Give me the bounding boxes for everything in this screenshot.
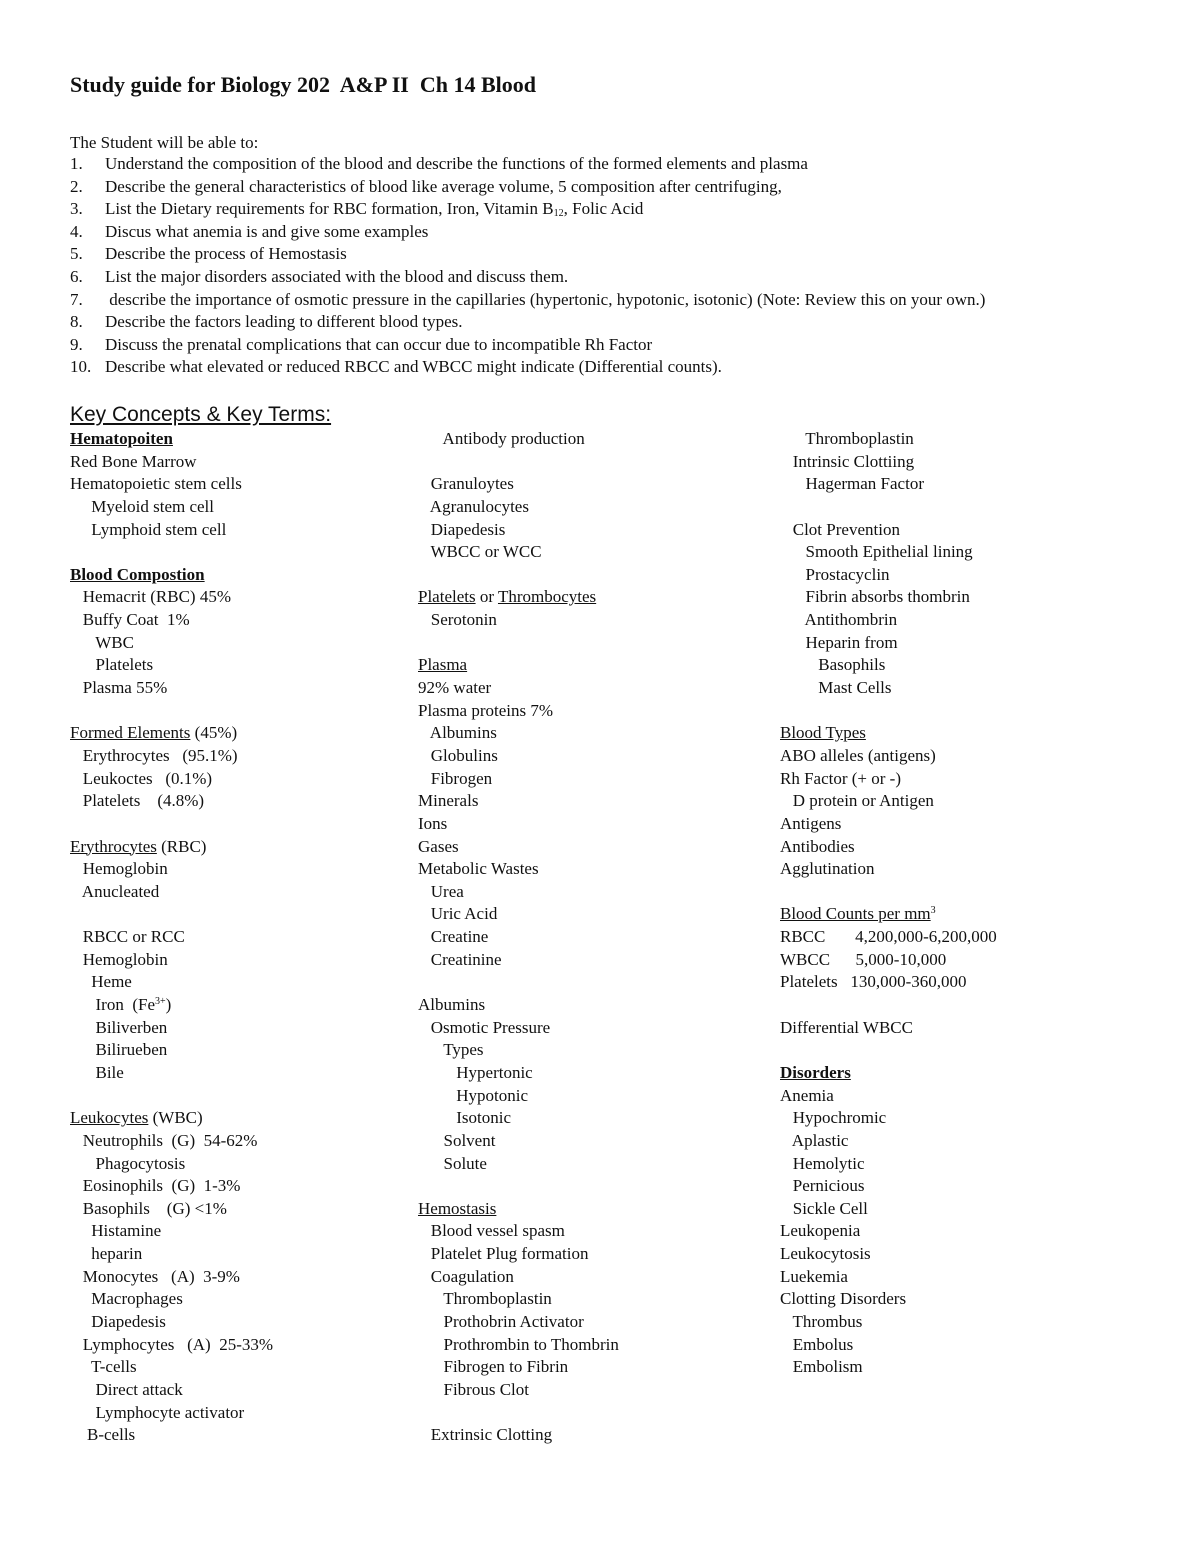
term-text: Hagerman Factor <box>780 474 924 494</box>
term-text: Lymphoid stem cell <box>70 519 227 539</box>
objective-text: Describe the general characteristics of blood like average volume, 5 composition after centrifuging, <box>105 176 782 196</box>
term-superscript: 3 <box>930 905 936 917</box>
term-line <box>70 541 273 564</box>
column-2 <box>418 428 619 1447</box>
term-line <box>780 654 997 677</box>
term-line <box>418 836 619 859</box>
objective-text: describe the importance of osmotic pressure in the capillaries (hypertonic, hypotonic, isotonic) (Note: Review this on your own.) <box>105 289 986 309</box>
term-line <box>70 813 273 836</box>
objective-subscript: 12 <box>553 208 564 220</box>
term-line <box>418 1288 619 1311</box>
term-text: Hemolytic <box>780 1153 865 1173</box>
term-line <box>780 1243 997 1266</box>
term-line <box>70 1175 273 1198</box>
term-text: Ions <box>418 813 448 833</box>
term-text: WBCC 5,000-10,000 <box>780 949 947 969</box>
term-text: Platelets (4.8%) <box>70 791 205 811</box>
term-text: Creatine <box>418 927 489 947</box>
term-line <box>780 745 997 768</box>
term-line <box>780 586 997 609</box>
term-text: Albumins <box>418 995 486 1015</box>
term-text: Thromboplastin <box>418 1289 552 1309</box>
term-line <box>418 858 619 881</box>
term-line <box>780 1198 997 1221</box>
term-text: RBCC 4,200,000-6,200,000 <box>780 927 997 947</box>
term-line <box>70 745 273 768</box>
term-line <box>418 632 619 655</box>
term-text: Red Bone Marrow <box>70 451 197 471</box>
term-superscript: 3+ <box>154 996 166 1008</box>
term-text: Iron (Fe <box>70 995 155 1015</box>
term-line <box>418 451 619 474</box>
term-line <box>418 971 619 994</box>
objective-item <box>70 154 1170 174</box>
term-line <box>780 813 997 836</box>
term-line <box>70 768 273 791</box>
term-line <box>418 473 619 496</box>
term-line <box>780 428 997 451</box>
term-text: Agranulocytes <box>418 496 529 516</box>
term-line <box>418 1220 619 1243</box>
term-text: Leukocytosis <box>780 1244 871 1264</box>
term-text: Direct attack <box>70 1379 183 1399</box>
term-line <box>780 768 997 791</box>
term-text: Globulins <box>418 745 498 765</box>
term-text: D protein or Antigen <box>780 791 934 811</box>
objective-number: 2. <box>70 176 83 196</box>
term-text: Heparin from <box>780 632 898 652</box>
term-text: Hematopoietic stem cells <box>70 474 242 494</box>
term-line <box>780 1153 997 1176</box>
term-text: Platelet Plug formation <box>418 1244 589 1264</box>
section-heading <box>780 1062 997 1085</box>
term-text: Biliverben <box>70 1017 168 1037</box>
term-text: T-cells <box>70 1357 137 1377</box>
term-line <box>418 1039 619 1062</box>
term-line <box>780 541 997 564</box>
objective-number: 7. <box>70 289 83 309</box>
term-line <box>70 654 273 677</box>
term-line <box>418 790 619 813</box>
term-text: Embolus <box>780 1334 854 1354</box>
term-text: Rh Factor (+ or -) <box>780 768 902 788</box>
term-line <box>418 1379 619 1402</box>
term-line <box>780 451 997 474</box>
term-line <box>70 1334 273 1357</box>
term-text: Aplastic <box>780 1130 849 1150</box>
objective-number: 10. <box>70 357 92 377</box>
term-text: WBC <box>70 632 134 652</box>
objective-text: , Folic Acid <box>563 199 644 219</box>
term-text: Hypertonic <box>418 1062 533 1082</box>
term-text: (RBC) <box>156 836 207 856</box>
objective-number: 1. <box>70 154 83 173</box>
term-line <box>70 496 273 519</box>
term-line <box>70 1402 273 1425</box>
term-text: Antigens <box>780 813 842 833</box>
term-text: Bile <box>70 1062 124 1082</box>
term-text: Differential WBCC <box>780 1017 913 1037</box>
term-text: Blood Types <box>780 723 866 743</box>
term-text: 92% water <box>418 678 492 698</box>
term-line <box>780 519 997 542</box>
objective-number: 3. <box>70 199 83 219</box>
term-line <box>418 1175 619 1198</box>
term-text: Types <box>418 1040 484 1060</box>
term-text: Platelets 130,000-360,000 <box>780 972 967 992</box>
term-line <box>70 1356 273 1379</box>
term-text: Lymphocyte activator <box>70 1402 245 1422</box>
term-text: Platelets <box>70 655 154 675</box>
term-line <box>780 1107 997 1130</box>
term-line <box>70 1266 273 1289</box>
section-heading <box>70 564 273 587</box>
subsection-heading <box>418 586 619 609</box>
term-line <box>418 677 619 700</box>
term-text: Serotonin <box>418 610 497 630</box>
subsection-heading <box>780 722 997 745</box>
term-text: Blood vessel spasm <box>418 1221 565 1241</box>
term-text: WBCC or WCC <box>418 542 542 562</box>
term-line <box>418 926 619 949</box>
term-line <box>780 858 997 881</box>
term-line <box>418 541 619 564</box>
term-text: Disorders <box>780 1062 851 1082</box>
term-line <box>780 632 997 655</box>
term-line <box>780 609 997 632</box>
term-line <box>780 1334 997 1357</box>
term-text: Plasma 55% <box>70 678 168 698</box>
term-text: (45%) <box>190 723 238 743</box>
term-text: Solvent <box>418 1130 496 1150</box>
term-line <box>780 1175 997 1198</box>
term-line <box>418 745 619 768</box>
term-line <box>780 1288 997 1311</box>
term-line <box>418 1243 619 1266</box>
term-line <box>780 949 997 972</box>
term-text: Leukocytes <box>70 1108 149 1128</box>
term-text: Hemoglobin <box>70 949 168 969</box>
objective-text: List the Dietary requirements for RBC formation, Iron, Vitamin B <box>105 199 554 219</box>
term-text: Gases <box>418 836 459 856</box>
term-text: Osmotic Pressure <box>418 1017 551 1037</box>
term-line <box>780 1220 997 1243</box>
term-line <box>780 1017 997 1040</box>
term-text: Hemostasis <box>418 1198 497 1218</box>
term-line <box>70 1220 273 1243</box>
term-line <box>70 790 273 813</box>
term-text: Leukoctes (0.1%) <box>70 768 213 788</box>
term-text: Clot Prevention <box>780 519 900 539</box>
term-text: Solute <box>418 1153 487 1173</box>
term-line <box>418 903 619 926</box>
term-line <box>70 1085 273 1108</box>
term-line <box>418 994 619 1017</box>
term-text: Extrinsic Clotting <box>418 1425 553 1445</box>
term-line <box>418 428 619 451</box>
term-line <box>418 1311 619 1334</box>
term-text: Mast Cells <box>780 678 892 698</box>
term-line <box>418 700 619 723</box>
term-text: Minerals <box>418 791 479 811</box>
term-line <box>70 1379 273 1402</box>
term-text: heparin <box>70 1244 143 1264</box>
objective-item <box>70 312 1170 332</box>
column-3 <box>780 428 997 1379</box>
term-text: Buffy Coat 1% <box>70 610 190 630</box>
term-line <box>780 1311 997 1334</box>
subsection-heading <box>70 836 273 859</box>
term-line <box>780 1266 997 1289</box>
term-line <box>418 1017 619 1040</box>
term-line <box>418 519 619 542</box>
term-line <box>418 768 619 791</box>
page-title: Study guide for Biology 202 A&P II Ch 14 Blood <box>70 72 536 97</box>
objective-text: List the major disorders associated with the blood and discuss them. <box>105 267 569 286</box>
term-line <box>780 926 997 949</box>
term-text: ) <box>165 995 172 1015</box>
term-text: Blood Compostion <box>70 564 205 584</box>
term-text: Platelets <box>418 587 476 607</box>
column-1 <box>70 428 273 1447</box>
term-line <box>70 1198 273 1221</box>
objective-item <box>70 177 1170 197</box>
term-text: Hemacrit (RBC) 45% <box>70 587 231 607</box>
term-line <box>418 1062 619 1085</box>
term-line <box>780 677 997 700</box>
objective-number: 8. <box>70 312 83 332</box>
term-text: Thromboplastin <box>780 429 914 448</box>
term-text: Coagulation <box>418 1266 514 1286</box>
term-text: or <box>475 587 498 607</box>
term-line <box>418 1334 619 1357</box>
objective-text: Describe the factors leading to different blood types. <box>105 312 463 332</box>
objective-item <box>70 335 1170 355</box>
term-text: Uric Acid <box>418 904 498 924</box>
term-text: Intrinsic Clottiing <box>780 451 915 471</box>
term-line <box>780 994 997 1017</box>
term-line <box>70 881 273 904</box>
objective-text: Understand the composition of the blood and describe the functions of the formed elements and plasma <box>105 154 808 173</box>
term-line <box>70 586 273 609</box>
term-text: Antithombrin <box>780 610 898 630</box>
subsection-heading <box>70 1107 273 1130</box>
term-text: Erythrocytes (95.1%) <box>70 745 238 765</box>
key-concepts-heading: Key Concepts & Key Terms: <box>70 403 332 426</box>
term-text: Anucleated <box>70 881 160 901</box>
term-text: Eosinophils (G) 1-3% <box>70 1176 241 1196</box>
subsection-heading <box>418 654 619 677</box>
term-text: Macrophages <box>70 1289 183 1309</box>
term-text: Antibody production <box>418 429 585 448</box>
term-line <box>418 1402 619 1425</box>
term-line <box>418 1424 619 1447</box>
term-line <box>70 1243 273 1266</box>
term-text: Basophils (G) <1% <box>70 1198 227 1218</box>
term-line <box>780 881 997 904</box>
term-text: Neutrophils (G) 54-62% <box>70 1130 258 1150</box>
term-line <box>70 1424 273 1447</box>
term-line <box>780 473 997 496</box>
term-text: Diapedesis <box>418 519 506 539</box>
term-text: Diapedesis <box>70 1311 166 1331</box>
objective-text: Discus what anemia is and give some examples <box>105 221 429 241</box>
term-line <box>70 1039 273 1062</box>
term-line <box>780 1356 997 1379</box>
objective-number: 9. <box>70 334 83 354</box>
objective-text: Describe what elevated or reduced RBCC and WBCC might indicate (Differential counts). <box>105 357 722 377</box>
objective-number: 6. <box>70 267 83 286</box>
term-line <box>780 1085 997 1108</box>
term-text: Thrombus <box>780 1311 863 1331</box>
term-line <box>418 1085 619 1108</box>
term-text: Embolism <box>780 1357 863 1377</box>
term-line <box>780 700 997 723</box>
term-line <box>70 1062 273 1085</box>
term-text: (WBC) <box>148 1108 203 1128</box>
term-text: Anemia <box>780 1085 834 1105</box>
term-line <box>70 609 273 632</box>
term-text: Blood Counts per mm <box>780 904 931 924</box>
term-line <box>418 881 619 904</box>
term-text: Phagocytosis <box>70 1153 186 1173</box>
term-text: Heme <box>70 972 132 992</box>
term-line <box>70 903 273 926</box>
term-text: Histamine <box>70 1221 162 1241</box>
term-line <box>70 519 273 542</box>
term-line <box>780 564 997 587</box>
term-line <box>780 971 997 994</box>
subsection-heading <box>418 1198 619 1221</box>
term-line <box>780 836 997 859</box>
term-line <box>70 1288 273 1311</box>
term-line <box>418 1107 619 1130</box>
term-text: Clotting Disorders <box>780 1289 907 1309</box>
term-line <box>70 949 273 972</box>
term-text: Plasma proteins 7% <box>418 700 554 720</box>
term-line <box>418 609 619 632</box>
term-text: Granuloytes <box>418 474 514 494</box>
term-text: RBCC or RCC <box>70 927 185 947</box>
term-text: Thrombocytes <box>497 587 597 607</box>
objective-item <box>70 222 1170 242</box>
term-line <box>70 858 273 881</box>
term-text: Bilirueben <box>70 1040 168 1060</box>
term-text: Monocytes (A) 3-9% <box>70 1266 240 1286</box>
term-text: ABO alleles (antigens) <box>780 745 936 765</box>
term-line <box>418 1266 619 1289</box>
term-line <box>418 722 619 745</box>
term-line <box>70 451 273 474</box>
term-text: B-cells <box>70 1425 136 1445</box>
term-line <box>418 813 619 836</box>
term-line <box>70 971 273 994</box>
term-text: Albumins <box>418 723 497 743</box>
subsection-heading <box>70 722 273 745</box>
term-text: Plasma <box>418 655 468 675</box>
term-text: Sickle Cell <box>780 1198 868 1218</box>
term-line <box>418 1130 619 1153</box>
term-line <box>70 1153 273 1176</box>
intro-text: The Student will be able to: <box>70 133 259 152</box>
objective-item <box>70 357 1170 377</box>
term-text: Lymphocytes (A) 25-33% <box>70 1334 274 1354</box>
objective-item <box>70 267 1170 287</box>
term-text: Isotonic <box>418 1108 512 1128</box>
term-text: Formed Elements <box>70 723 191 743</box>
term-text: Metabolic Wastes <box>418 859 539 879</box>
term-line <box>418 496 619 519</box>
objective-number: 5. <box>70 244 83 264</box>
term-text: Prostacyclin <box>780 564 890 584</box>
term-text: Urea <box>418 881 464 901</box>
term-text: Hypotonic <box>418 1085 529 1105</box>
term-text: Erythrocytes <box>70 836 157 856</box>
term-text: Fibrogen to Fibrin <box>418 1357 569 1377</box>
term-line <box>418 1356 619 1379</box>
objective-text: Discuss the prenatal complications that can occur due to incompatible Rh Factor <box>105 334 653 354</box>
term-text: Prothobrin Activator <box>418 1311 584 1331</box>
objective-text: Describe the process of Hemostasis <box>105 244 347 264</box>
section-heading <box>70 428 273 451</box>
term-line <box>780 790 997 813</box>
objective-item <box>70 290 1170 310</box>
term-line <box>418 564 619 587</box>
term-text: Leukopenia <box>780 1221 861 1241</box>
term-line <box>70 473 273 496</box>
term-line <box>780 1130 997 1153</box>
term-line <box>418 949 619 972</box>
term-line <box>70 1311 273 1334</box>
term-text: Fibrin absorbs thombrin <box>780 587 970 607</box>
term-text: Smooth Epithelial lining <box>780 542 973 562</box>
term-text: Luekemia <box>780 1266 848 1286</box>
term-text: Prothrombin to Thombrin <box>418 1334 619 1354</box>
term-line <box>70 994 273 1017</box>
term-line <box>70 926 273 949</box>
term-text: Hematopoiten <box>70 429 173 448</box>
term-text: Fibrogen <box>418 768 493 788</box>
objective-number: 4. <box>70 221 83 241</box>
term-line <box>418 1153 619 1176</box>
term-text: Hypochromic <box>780 1108 887 1128</box>
term-text: Hemoglobin <box>70 859 168 879</box>
subsection-heading <box>780 903 997 926</box>
term-line <box>70 632 273 655</box>
term-line <box>780 1039 997 1062</box>
term-text: Agglutination <box>780 859 875 879</box>
term-line <box>70 1130 273 1153</box>
term-line <box>70 700 273 723</box>
term-text: Creatinine <box>418 949 502 969</box>
term-text: Fibrous Clot <box>418 1379 529 1399</box>
term-text: Pernicious <box>780 1176 865 1196</box>
term-line <box>70 1017 273 1040</box>
term-line <box>780 496 997 519</box>
term-text: Antibodies <box>780 836 855 856</box>
term-line <box>70 677 273 700</box>
term-text: Basophils <box>780 655 886 675</box>
objective-item <box>70 244 1170 264</box>
objective-item <box>70 199 1170 219</box>
term-text: Myeloid stem cell <box>70 496 215 516</box>
